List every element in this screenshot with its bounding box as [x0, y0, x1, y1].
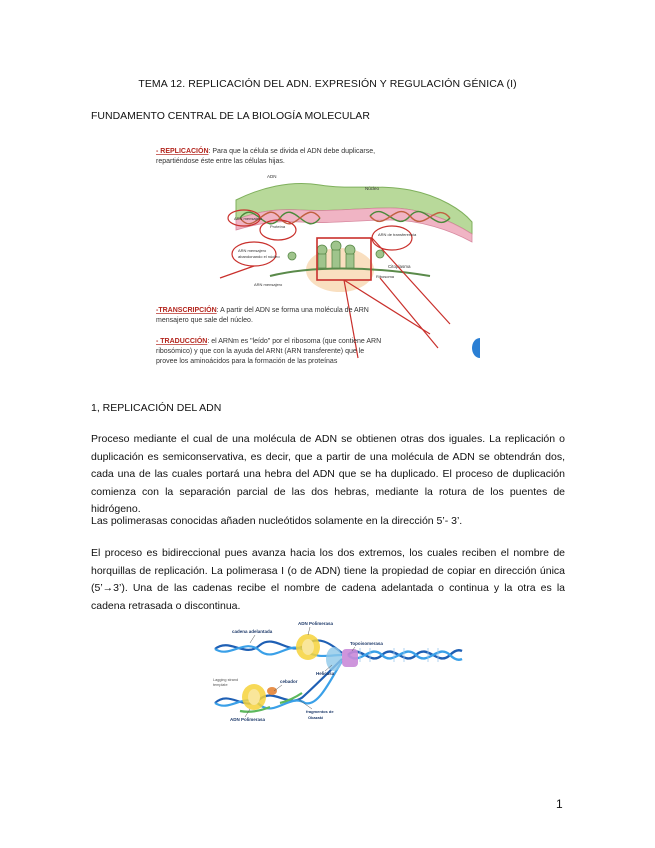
- replication-fork-figure: [210, 615, 465, 727]
- label-topoisomerasa: Topoisomerasa: [350, 641, 383, 646]
- label-cadena-adelantada: cadena adelantada: [232, 629, 273, 634]
- label-citoplasma: Citoplasma: [388, 264, 411, 269]
- section-heading-replicacion: 1, REPLICACIÓN DEL ADN: [91, 402, 222, 414]
- traduccion-term: - TRADUCCIÓN: [156, 338, 208, 345]
- traduccion-text-3: provee los aminoácidos para la formación de las proteínas: [156, 358, 338, 365]
- label-arn-transferencia: ARN de transferencia: [378, 232, 417, 237]
- central-dogma-figure: [150, 138, 480, 370]
- paragraph-bidireccional: El proceso es bidireccional pues avanza hacia los dos extremos, los cuales reciben el nombre de horquillas de replicación. La polimerasa I (o de ADN) tiene la propiedad de copiar en dirección única (5’→3’). Una de las cadenas recibe el nombre de cadena adelantada o continua y la otra es la cadena retrasada o discontinua.: [91, 547, 565, 612]
- svg-text:-TRANSCRIPCIÓN: A partir del A: [156, 305, 369, 314]
- paragraph-replicacion-intro: Proceso mediante el cual de una molécula de ADN se obtienen otras dos iguales. La replicación o duplicación es semiconservativa, es decir, que a partir de una molécula de ADN se obtendrán dos, cada una de las cuales portará una hebra del ADN que se ha duplicado. El proceso de duplicación comienza con la separación parcial de las dos hebras, mediante la rotura de los puentes de hidrógeno.: [91, 433, 565, 516]
- replicacion-text-2: repartiéndose éste entre las células hijas.: [156, 158, 285, 165]
- label-ribosoma: Ribosoma: [376, 274, 395, 279]
- transcripcion-text-2: mensajero que sale del núcleo.: [156, 317, 253, 324]
- label-adn-polimerasa-top: ADN Polimerasa: [298, 621, 334, 626]
- traduccion-text-1: : el ARNm es "leído" por el ribosoma (que contiene ARN: [207, 338, 382, 345]
- label-cebador: cebador: [280, 679, 298, 684]
- svg-text:- TRADUCCIÓN: el ARNm es "leíd: [156, 336, 381, 345]
- label-proteina: Proteína: [270, 224, 286, 229]
- label-arn-mensajero-2: ARN mensajero: [254, 282, 283, 287]
- traduccion-text-2: ribosómico) y que con la ayuda del ARNt (ARN transferente) que le: [156, 348, 365, 355]
- label-lagging-1: Lagging strand: [213, 678, 239, 682]
- label-helicasa: Helicasa: [316, 671, 335, 676]
- replicacion-text-1: : Para que la célula se divida el ADN debe duplicarse,: [208, 148, 376, 155]
- label-fragmentos-2: Okazaki: [308, 715, 324, 720]
- label-arn-salida-2: abandonando el núcleo: [238, 254, 280, 259]
- svg-text:- REPLICACIÓN: Para que la cél: [156, 146, 375, 155]
- label-adn: ADN: [267, 174, 277, 179]
- transcripcion-text-1: : A partir del ADN se forma una molécula de ARN: [216, 307, 369, 314]
- label-lagging-2: template: [213, 683, 228, 687]
- replicacion-term: - REPLICACIÓN: [156, 148, 209, 155]
- label-nucleo: Núcleo: [365, 186, 380, 191]
- label-arn-salida-1: ARN mensajero: [238, 248, 267, 253]
- page-number: 1: [556, 797, 563, 811]
- document-title: TEMA 12. REPLICACIÓN DEL ADN. EXPRESIÓN Y REGULACIÓN GÉNICA (I): [138, 78, 517, 90]
- transcripcion-term: -TRANSCRIPCIÓN: [156, 307, 217, 314]
- paragraph-polimerasas: Las polimerasas conocidas añaden nucleótidos solamente en la dirección 5’- 3’.: [91, 515, 463, 527]
- label-arn-mensajero: ARN mensajero: [234, 216, 263, 221]
- label-adn-polimerasa-bottom: ADN Polimerasa: [230, 717, 266, 722]
- label-fragmentos-1: fragmentos de: [306, 709, 334, 714]
- section-heading-fundamento: FUNDAMENTO CENTRAL DE LA BIOLOGÍA MOLECULAR: [91, 110, 370, 122]
